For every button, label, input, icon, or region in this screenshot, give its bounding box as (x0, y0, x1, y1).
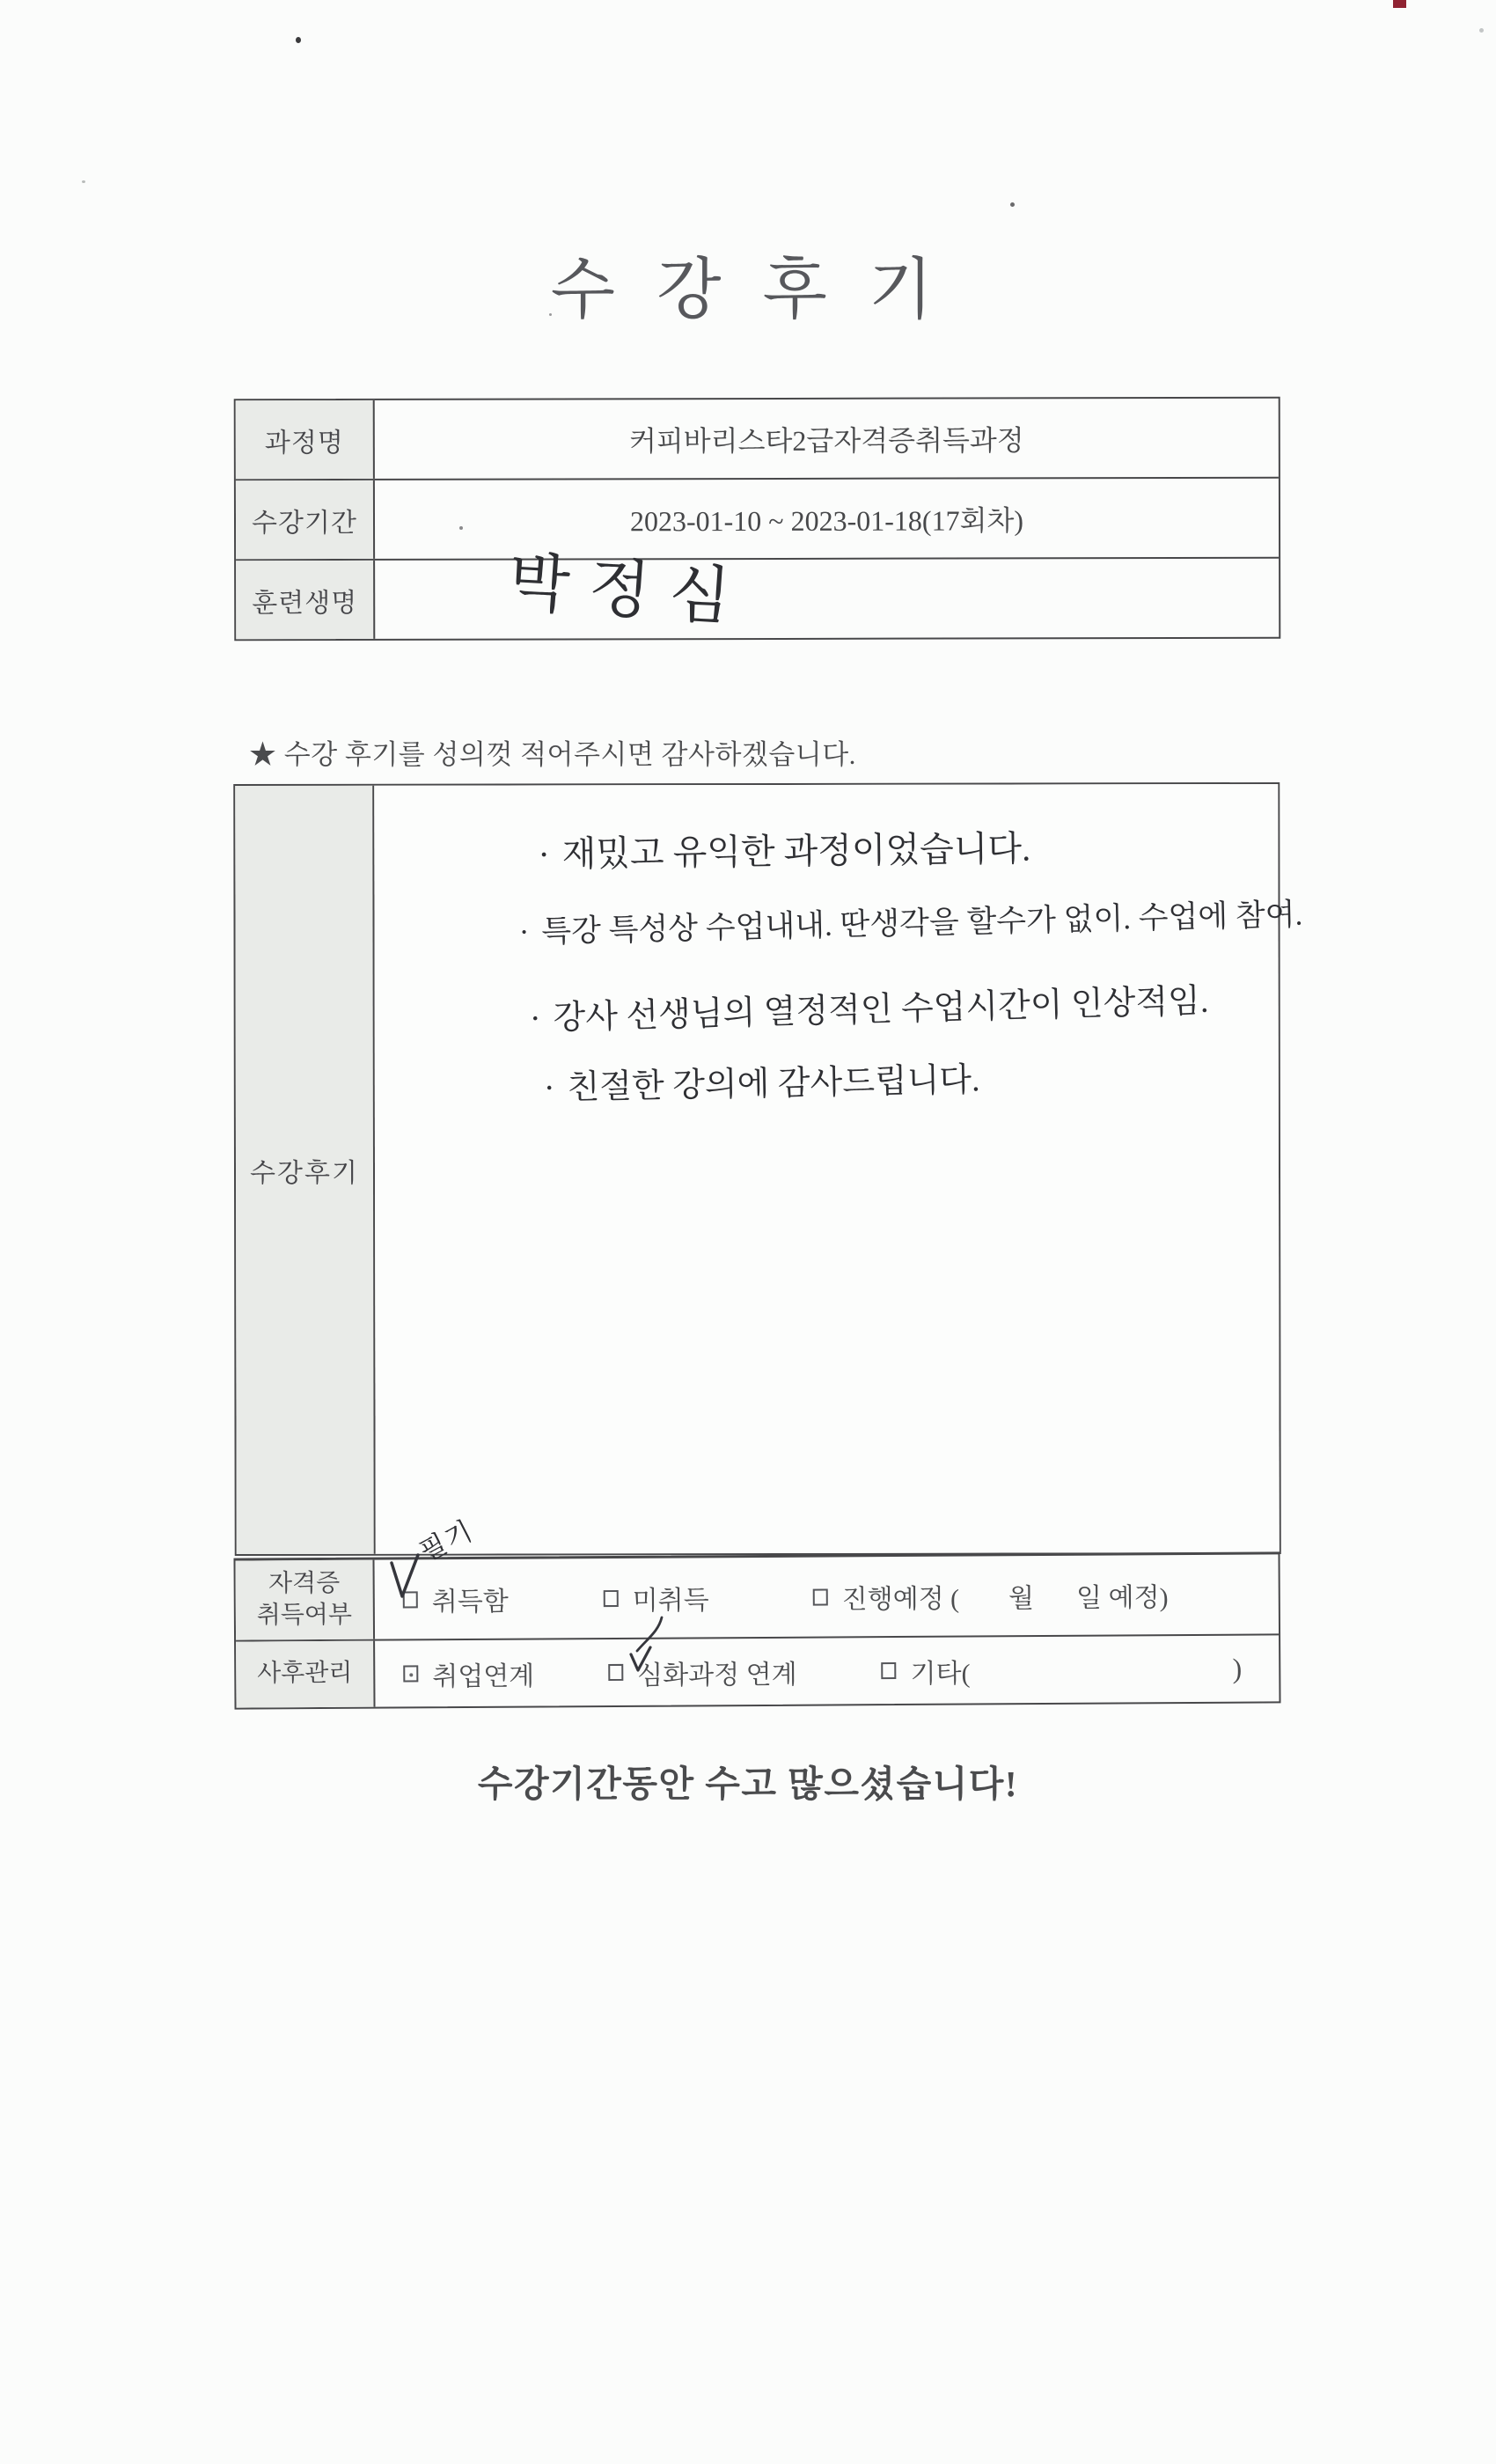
review-line-text: 특강 특성상 수업내내. 딴생각을 할수가 없이. 수업에 참여. (540, 897, 1303, 950)
scan-speck (1479, 28, 1484, 33)
followup-label-text: 사후관리 (257, 1660, 353, 1688)
course-name-label: 과정명 (236, 400, 375, 479)
review-line (529, 973, 1209, 1039)
option-other-label: 기타( (910, 1659, 971, 1689)
review-line (543, 1052, 980, 1109)
page-title: 수 강 후 기 (550, 253, 946, 327)
scan-speck (296, 37, 301, 43)
option-other (881, 1651, 970, 1690)
handwritten-bullet: · (529, 1000, 542, 1038)
checkmark-icon (621, 1614, 676, 1677)
table-row-trainee-name (236, 559, 1279, 639)
option-acquired-label: 취득함 (431, 1587, 509, 1617)
scan-speck (82, 180, 85, 183)
review-line-text: 친절한 강의에 감사드립니다. (567, 1061, 980, 1107)
course-name-value: 커피바리스타2급자격증취득과정 (628, 423, 1024, 457)
option-not-acquired-label: 미취득 (632, 1586, 709, 1616)
checkbox-icon (882, 1662, 897, 1679)
review-line (538, 821, 1030, 877)
table-row-course-name (236, 399, 1279, 480)
followup-label (236, 1641, 375, 1708)
checkbox-dot (409, 1673, 413, 1676)
review-line-text: 강사 선생님의 열정적인 수업시간이 인상적임. (553, 982, 1209, 1038)
option-not-acquired (604, 1578, 709, 1617)
trainee-name-label: 훈련생명 (236, 561, 375, 639)
checkbox-icon (813, 1588, 828, 1605)
handwritten-bullet: · (538, 834, 551, 875)
option-advanced-course-label: 심화과정 연계 (637, 1660, 797, 1690)
scan-speck (1010, 202, 1015, 207)
option-scheduled (813, 1575, 1169, 1616)
table-row-followup (236, 1635, 1279, 1707)
checkbox-icon (403, 1665, 418, 1682)
handwritten-bullet: · (543, 1069, 556, 1107)
option-other-close-paren: ) (1232, 1652, 1243, 1684)
certificate-label (236, 1560, 376, 1640)
footer-message: 수강기간동안 수고 많으셨습니다! (477, 1764, 1019, 1804)
handwritten-bullet: · (518, 914, 530, 950)
handwritten-annotation: 필기 (414, 1514, 479, 1568)
course-period-value: 2023-01-10 ~ 2023-01-18(17회차) (629, 503, 1024, 537)
review-section-label: 수강후기 (235, 786, 376, 1554)
option-scheduled-prefix: 진행예정 ( (841, 1584, 960, 1615)
review-line (518, 891, 1303, 952)
trainee-name-handwritten: 박정심 (506, 546, 752, 634)
checkbox-icon (604, 1589, 619, 1606)
option-scheduled-day: 일 예정) (1075, 1583, 1169, 1613)
course-period-label: 수강기간 (236, 480, 375, 559)
instruction-note: ★ 수강 후기를 성의껏 적어주시면 감사하겠습니다. (249, 739, 856, 770)
review-content-area (374, 784, 1303, 1554)
certificate-label-line1: 자격증 (268, 1569, 341, 1598)
option-scheduled-month: 월 (1008, 1584, 1035, 1614)
review-line-text: 재밌고 유익한 과정이었습니다. (561, 828, 1031, 875)
certificate-options (375, 1554, 1280, 1639)
option-job-link (403, 1654, 534, 1693)
scan-red-mark (1393, 0, 1406, 8)
certificate-label-line2: 취득여부 (256, 1601, 353, 1630)
checkmark-icon (384, 1549, 426, 1603)
followup-options (375, 1635, 1279, 1706)
review-section (233, 782, 1303, 1556)
option-job-link-label: 취업연계 (432, 1661, 535, 1691)
course-info-table (234, 397, 1281, 641)
table-row-course-period (236, 479, 1279, 561)
